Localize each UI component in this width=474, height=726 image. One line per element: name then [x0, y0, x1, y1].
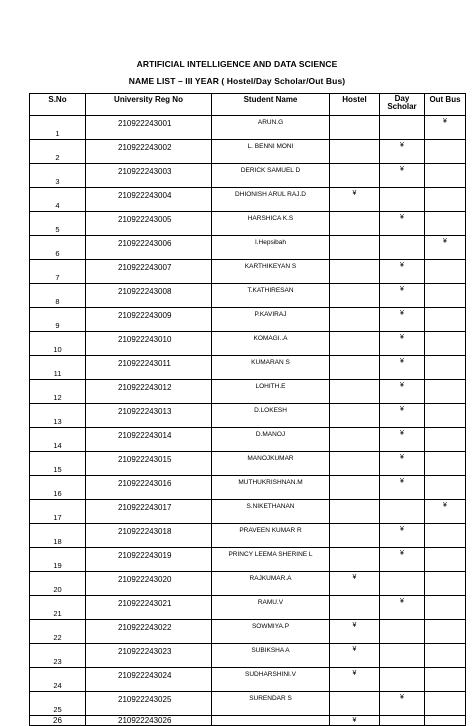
check-mark: ¥ [352, 574, 357, 581]
cell-reg-no: 210922243024 [86, 668, 212, 692]
cell-sno: 8 [30, 284, 86, 308]
cell-reg-no: 210922243011 [86, 356, 212, 380]
cell-out-bus [425, 140, 466, 164]
cell-day-scholar [380, 116, 425, 140]
cell-out-bus [425, 572, 466, 596]
check-mark: ¥ [400, 430, 404, 437]
cell-day-scholar [380, 212, 425, 236]
check-mark: ¥ [400, 406, 404, 413]
cell-reg-no: 210922243023 [86, 644, 212, 668]
cell-sno: 12 [30, 380, 86, 404]
cell-out-bus [425, 644, 466, 668]
cell-sno: 15 [30, 452, 86, 476]
cell-student-name: L. BENNI MONI [212, 140, 330, 164]
table-row [30, 236, 466, 260]
cell-out-bus [425, 356, 466, 380]
cell-out-bus [425, 500, 466, 524]
check-mark: ¥ [400, 382, 404, 389]
cell-day-scholar [380, 164, 425, 188]
cell-sno: 26 [30, 716, 86, 726]
cell-hostel [330, 164, 380, 188]
table-row [30, 164, 466, 188]
cell-hostel [330, 428, 380, 452]
check-mark: ¥ [400, 262, 404, 269]
cell-hostel [330, 476, 380, 500]
cell-out-bus [425, 284, 466, 308]
cell-student-name: SOWMIYA.P [212, 620, 330, 644]
cell-hostel [330, 140, 380, 164]
cell-student-name: T.KATHIRESAN [212, 284, 330, 308]
cell-student-name: P.KAVIRAJ [212, 308, 330, 332]
cell-out-bus [425, 380, 466, 404]
check-mark: ¥ [352, 670, 357, 677]
cell-day-scholar [380, 716, 425, 726]
table-row [30, 476, 466, 500]
cell-reg-no: 210922243006 [86, 236, 212, 260]
table-row [30, 644, 466, 668]
cell-reg-no: 210922243018 [86, 524, 212, 548]
check-mark: ¥ [443, 502, 447, 509]
cell-student-name: S.NIKETHANAN [212, 500, 330, 524]
cell-day-scholar [380, 284, 425, 308]
table-row [30, 260, 466, 284]
cell-sno: 22 [30, 620, 86, 644]
cell-hostel [330, 188, 380, 212]
table-row [30, 188, 466, 212]
cell-out-bus [425, 596, 466, 620]
cell-student-name: HARSHICA K.S [212, 212, 330, 236]
table-row [30, 428, 466, 452]
cell-day-scholar [380, 380, 425, 404]
cell-reg-no: 210922243008 [86, 284, 212, 308]
cell-out-bus [425, 716, 466, 726]
table-row [30, 452, 466, 476]
check-mark: ¥ [400, 214, 404, 221]
cell-day-scholar [380, 188, 425, 212]
cell-hostel [330, 260, 380, 284]
cell-hostel [330, 332, 380, 356]
table-row [30, 596, 466, 620]
table-row [30, 284, 466, 308]
cell-hostel [330, 356, 380, 380]
cell-out-bus [425, 692, 466, 716]
cell-student-name: DERICK SAMUEL D [212, 164, 330, 188]
cell-day-scholar [380, 476, 425, 500]
document-title: ARTIFICIAL INTELLIGENCE AND DATA SCIENCE [136, 59, 338, 69]
header-student-name: Student Name [212, 94, 330, 116]
cell-student-name: SUDHARSHINI.V [212, 668, 330, 692]
cell-reg-no: 210922243012 [86, 380, 212, 404]
table-row [30, 524, 466, 548]
check-mark: ¥ [400, 550, 404, 557]
table-row [30, 140, 466, 164]
cell-student-name: PRINCY LEEMA SHERINE L [212, 548, 330, 572]
cell-hostel [330, 692, 380, 716]
check-mark: ¥ [400, 334, 404, 341]
table-row [30, 404, 466, 428]
cell-student-name: D.MANOJ [212, 428, 330, 452]
cell-out-bus [425, 308, 466, 332]
cell-sno: 6 [30, 236, 86, 260]
cell-hostel [330, 572, 380, 596]
cell-student-name: SURENDAR S [212, 692, 330, 716]
cell-student-name: LOHITH.E [212, 380, 330, 404]
header-reg-no: University Reg No [86, 94, 212, 116]
cell-sno: 4 [30, 188, 86, 212]
cell-reg-no: 210922243014 [86, 428, 212, 452]
cell-student-name: I.Hepsibah [212, 236, 330, 260]
cell-out-bus [425, 164, 466, 188]
cell-sno: 3 [30, 164, 86, 188]
check-mark: ¥ [400, 526, 404, 533]
cell-out-bus [425, 236, 466, 260]
cell-hostel [330, 404, 380, 428]
check-mark: ¥ [400, 142, 404, 149]
header-sno: S.No [30, 94, 86, 116]
cell-student-name: DHIONISH ARUL RAJ.D [212, 188, 330, 212]
cell-student-name: SUBIKSHA A [212, 644, 330, 668]
cell-day-scholar [380, 524, 425, 548]
cell-day-scholar [380, 692, 425, 716]
cell-reg-no: 210922243009 [86, 308, 212, 332]
cell-student-name: RAJKUMAR.A [212, 572, 330, 596]
cell-day-scholar [380, 332, 425, 356]
table-row [30, 668, 466, 692]
table-row [30, 332, 466, 356]
cell-student-name: KOMAGI..A [212, 332, 330, 356]
cell-reg-no: 210922243005 [86, 212, 212, 236]
cell-day-scholar [380, 644, 425, 668]
table-header-row [30, 94, 466, 116]
cell-student-name: D.LOKESH [212, 404, 330, 428]
table-row [30, 356, 466, 380]
cell-sno: 16 [30, 476, 86, 500]
cell-student-name: MUTHUKRISHNAN.M [212, 476, 330, 500]
cell-out-bus [425, 428, 466, 452]
document-subtitle: NAME LIST – III YEAR ( Hostel/Day Scholar/Out Bus) [128, 76, 346, 86]
cell-hostel [330, 596, 380, 620]
cell-day-scholar [380, 140, 425, 164]
cell-sno: 23 [30, 644, 86, 668]
cell-sno: 10 [30, 332, 86, 356]
cell-reg-no: 210922243004 [86, 188, 212, 212]
cell-day-scholar [380, 356, 425, 380]
cell-day-scholar [380, 308, 425, 332]
cell-out-bus [425, 524, 466, 548]
table-row [30, 620, 466, 644]
cell-reg-no: 210922243001 [86, 116, 212, 140]
cell-day-scholar [380, 236, 425, 260]
table-row [30, 500, 466, 524]
cell-hostel [330, 548, 380, 572]
cell-sno: 11 [30, 356, 86, 380]
cell-student-name: MANOJKUMAR [212, 452, 330, 476]
cell-out-bus [425, 116, 466, 140]
cell-sno: 5 [30, 212, 86, 236]
cell-out-bus [425, 188, 466, 212]
check-mark: ¥ [352, 717, 357, 724]
cell-out-bus [425, 212, 466, 236]
table-row [30, 380, 466, 404]
header-day-scholar: Day Scholar [380, 94, 425, 116]
cell-reg-no: 210922243025 [86, 692, 212, 716]
check-mark: ¥ [400, 310, 404, 317]
cell-sno: 14 [30, 428, 86, 452]
cell-day-scholar [380, 452, 425, 476]
cell-sno: 7 [30, 260, 86, 284]
cell-reg-no: 210922243017 [86, 500, 212, 524]
cell-sno: 2 [30, 140, 86, 164]
cell-hostel [330, 452, 380, 476]
cell-day-scholar [380, 572, 425, 596]
cell-hostel [330, 500, 380, 524]
cell-sno: 13 [30, 404, 86, 428]
cell-student-name: KUMARAN S [212, 356, 330, 380]
cell-reg-no: 210922243010 [86, 332, 212, 356]
check-mark: ¥ [352, 646, 357, 653]
cell-reg-no: 210922243022 [86, 620, 212, 644]
cell-out-bus [425, 668, 466, 692]
cell-day-scholar [380, 596, 425, 620]
cell-day-scholar [380, 548, 425, 572]
cell-hostel [330, 668, 380, 692]
cell-student-name [212, 716, 330, 726]
cell-out-bus [425, 476, 466, 500]
check-mark: ¥ [400, 358, 404, 365]
cell-sno: 18 [30, 524, 86, 548]
cell-student-name: KARTHIKEYAN S [212, 260, 330, 284]
cell-day-scholar [380, 500, 425, 524]
cell-hostel [330, 716, 380, 726]
cell-hostel [330, 620, 380, 644]
cell-sno: 1 [30, 116, 86, 140]
table-row [30, 692, 466, 716]
cell-day-scholar [380, 404, 425, 428]
check-mark: ¥ [443, 238, 447, 245]
student-list-table [29, 93, 466, 726]
cell-hostel [330, 116, 380, 140]
check-mark: ¥ [400, 454, 404, 461]
check-mark: ¥ [352, 190, 357, 197]
cell-hostel [330, 524, 380, 548]
cell-reg-no: 210922243013 [86, 404, 212, 428]
cell-sno: 21 [30, 596, 86, 620]
cell-hostel [330, 308, 380, 332]
cell-day-scholar [380, 620, 425, 644]
cell-day-scholar [380, 428, 425, 452]
table-row [30, 308, 466, 332]
cell-sno: 25 [30, 692, 86, 716]
cell-reg-no: 210922243019 [86, 548, 212, 572]
cell-sno: 19 [30, 548, 86, 572]
cell-sno: 17 [30, 500, 86, 524]
cell-hostel [330, 380, 380, 404]
check-mark: ¥ [352, 622, 357, 629]
cell-reg-no: 210922243016 [86, 476, 212, 500]
cell-reg-no: 210922243020 [86, 572, 212, 596]
cell-reg-no: 210922243003 [86, 164, 212, 188]
cell-hostel [330, 644, 380, 668]
cell-student-name: PRAVEEN KUMAR R [212, 524, 330, 548]
cell-reg-no: 210922243026 [86, 716, 212, 726]
table-row [30, 572, 466, 596]
cell-sno: 24 [30, 668, 86, 692]
check-mark: ¥ [400, 694, 404, 701]
check-mark: ¥ [400, 598, 404, 605]
table-row [30, 548, 466, 572]
check-mark: ¥ [400, 286, 404, 293]
cell-reg-no: 210922243002 [86, 140, 212, 164]
cell-hostel [330, 212, 380, 236]
cell-reg-no: 210922243007 [86, 260, 212, 284]
cell-sno: 20 [30, 572, 86, 596]
check-mark: ¥ [443, 118, 447, 125]
cell-out-bus [425, 404, 466, 428]
cell-sno: 9 [30, 308, 86, 332]
check-mark: ¥ [400, 478, 404, 485]
cell-student-name: RAMU.V [212, 596, 330, 620]
table-row [30, 716, 466, 726]
cell-out-bus [425, 332, 466, 356]
cell-day-scholar [380, 260, 425, 284]
cell-out-bus [425, 548, 466, 572]
table-row [30, 212, 466, 236]
cell-student-name: ARUN.G [212, 116, 330, 140]
cell-out-bus [425, 260, 466, 284]
cell-hostel [330, 236, 380, 260]
cell-reg-no: 210922243015 [86, 452, 212, 476]
table-row [30, 116, 466, 140]
header-hostel: Hostel [330, 94, 380, 116]
header-out-bus: Out Bus [425, 94, 466, 116]
cell-day-scholar [380, 668, 425, 692]
check-mark: ¥ [400, 166, 404, 173]
cell-reg-no: 210922243021 [86, 596, 212, 620]
cell-out-bus [425, 452, 466, 476]
cell-hostel [330, 284, 380, 308]
cell-out-bus [425, 620, 466, 644]
